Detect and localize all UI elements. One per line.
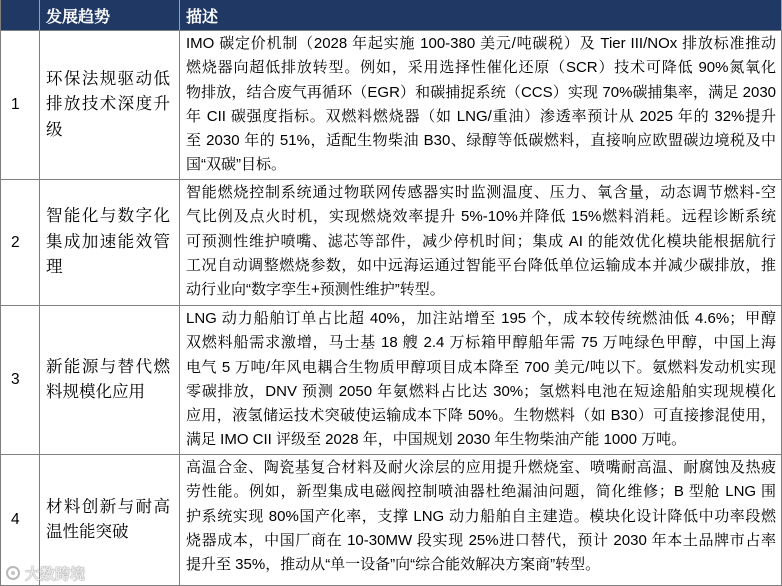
description-line: 满足 IMO CII 评级至 2028 年，中国规划 2030 年生物柴油产能 1000 万吨。 — [186, 431, 687, 449]
row-3-description — [180, 306, 782, 455]
description-line: 智能燃烧控制系统通过物联网传感器实时监测温度、压力、氧含量，动态调节燃料-空 — [186, 184, 776, 201]
row-4-number: 4 — [0, 455, 40, 586]
watermark-text: 大数跨境 — [25, 565, 86, 583]
row-1-description — [180, 31, 782, 180]
trend-line: 智能化与数字化 — [46, 207, 170, 226]
description-line: 至 2030 年的 51%，适配生物柴油 B30、绿醇等低碳燃料，直接响应欧盟碳边境税及中 — [186, 132, 776, 150]
description-line: 物排放，结合废气再循环（EGR）和碳捕捉系统（CCS）实现 70%碳捕集率，满足 2030 — [186, 83, 776, 101]
trend-line: 料规模化应用 — [46, 383, 145, 401]
description-line: 双燃料船需求激增，马士基 18 艘 2.4 万标箱甲醇船年需 75 万吨绿色甲醇，中国上海 — [186, 334, 776, 352]
row-2-description — [180, 180, 782, 306]
row-4-description — [180, 455, 782, 586]
trend-line: 排放技术深度升 — [46, 95, 170, 114]
trend-line: 理 — [46, 258, 63, 277]
description-line: 电气 5 万吨/年风电耦合生物质甲醇项目成本降至 700 美元/吨以下。氨燃料发动机实现 — [186, 358, 776, 376]
trend-line: 环保法规驱动低 — [46, 69, 170, 88]
description-line: 高温合金、陶瓷基复合材料及耐火涂层的应用提升燃烧室、喷嘴耐高温、耐腐蚀及热疲 — [186, 459, 776, 476]
description-line: 燃烧器向超低排放转型。例如，采用选择性催化还原（SCR）技术可降低 90%氮氧化 — [186, 59, 776, 77]
description-line: 护系统实现 80%国产化率，支撑 LNG 动力船舶自主建造。模块化设计降低中功率段燃 — [186, 507, 776, 525]
row-3-number: 3 — [0, 306, 40, 455]
description-line: 零碳排放，DNV 预测 2050 年氨燃料占比达 30%；氢燃料电池在短途船舶实现规模化 — [186, 382, 776, 400]
row-1-trend — [40, 31, 180, 180]
description-line: 动行业向“数字孪生+预测性维护”转型。 — [186, 281, 445, 299]
table-header-number — [0, 0, 40, 31]
description-line: IMO 碳定价机制（2028 年起实施 100-380 美元/吨碳税）及 Tier III/NOx 排放标准推动 — [186, 35, 776, 52]
row-3-trend — [40, 306, 180, 455]
description-line: 气比例及点火时机，实现燃烧效率提升 5%-10%并降低 15%燃料消耗。远程诊断系统 — [186, 208, 776, 226]
description-line: 工况自动调整燃烧参数，如中远海运通过智能平台降低单位运输成本并减少碳排放，推 — [186, 256, 776, 274]
row-1-number: 1 — [0, 31, 40, 180]
description-line: 烧器成本，中国厂商在 10-30MW 段实现 25%进口替代，预计 2030 年本土品牌市占率 — [186, 531, 776, 549]
row-4-trend — [40, 455, 180, 586]
trend-line: 新能源与替代燃 — [46, 357, 170, 376]
trend-line: 级 — [46, 120, 63, 139]
trend-line: 温性能突破 — [46, 523, 129, 541]
table-header-description: 描述 — [180, 0, 782, 31]
row-2-trend — [40, 180, 180, 306]
table-header-trend: 发展趋势 — [40, 0, 180, 31]
description-line: 应用，液氢储运技术突破使运输成本下降 50%。生物燃料（如 B30）可直接掺混使用， — [186, 407, 776, 425]
row-2-number: 2 — [0, 180, 40, 306]
description-line: 年 CII 碳强度指标。双燃料燃烧器（如 LNG/重油）渗透率预计从 2025 年的 32%提升 — [186, 107, 776, 125]
trend-line: 材料创新与耐高 — [46, 497, 170, 516]
trend-line: 集成加速能效管 — [46, 232, 170, 251]
description-line: LNG 动力船舶订单占比超 40%，加注站增至 195 个，成本较传统燃油低 4.6%；甲醇 — [186, 310, 776, 327]
description-line: 劳性能。例如，新型集成电磁阀控制喷油器杜绝漏油问题，简化维修；B 型舱 LNG 围 — [186, 483, 776, 501]
description-line: 可预测性维护喷嘴、滤芯等部件，减少停机时间；集成 AI 的能效优化模块能根据航行 — [186, 232, 776, 250]
description-line: 提升至 35%，推动从“单一设备”向“综合能效解决方案商”转型。 — [186, 556, 601, 574]
description-line: 国“双碳”目标。 — [186, 156, 286, 174]
